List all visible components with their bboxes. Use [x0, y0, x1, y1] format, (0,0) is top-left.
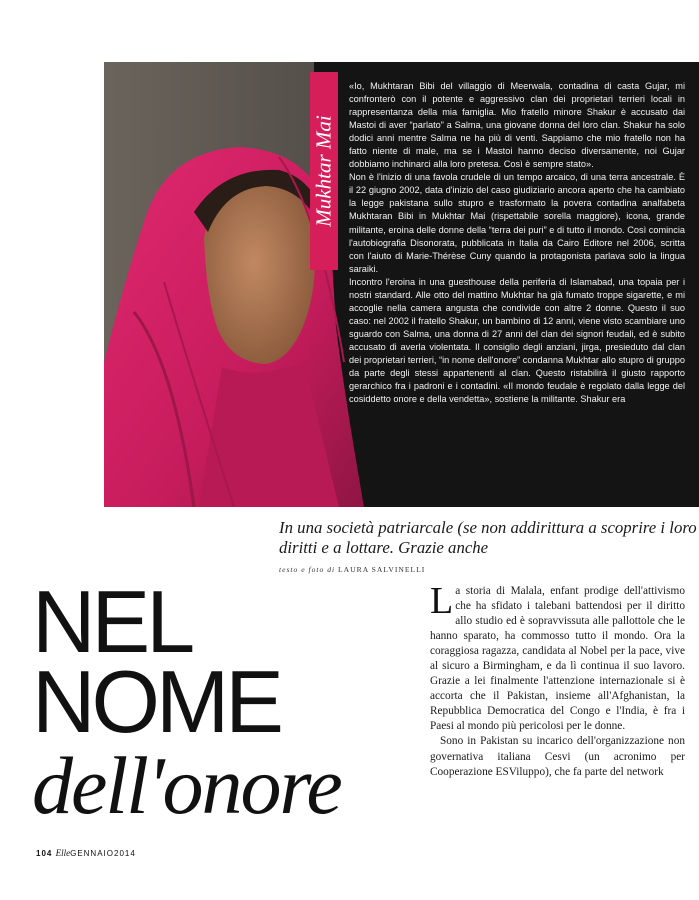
headline-line-2: NOME — [32, 652, 280, 751]
byline-prefix: testo e foto di — [279, 565, 336, 574]
byline-author: LAURA SALVINELLI — [338, 565, 426, 574]
standfirst: In una società patriarcale (se non addirittura a scoprire i loro diritti e a lottare. Grazie anche — [279, 518, 697, 557]
headline-line-1: NEL — [32, 572, 192, 671]
folio — [36, 848, 136, 858]
vertical-title-band — [310, 72, 338, 270]
page-number: 104 — [36, 849, 53, 858]
magazine-name: Elle — [55, 848, 71, 858]
main-paragraph-1-text: a storia di Malala, enfant prodige dell'attivismo che ha sfidato i talebani battendosi per il diritto allo studio ed è sopravvissuta alle pallottole che le hanno sparato, ha commosso tutto il mondo. Ora la coraggiosa ragazza, candidata al Nobel per la pace, vive al sicuro a Birmingham, e da lì continua il suo lavoro. Grazie a lei finalmente l'attenzione internazionale si è accorta che il Pakistan, insieme all'Afghanistan, la Repubblica Democratica del Congo e l'India, è fra i Paesi al mondo più pericolosi per le donne. — [430, 585, 685, 733]
sidebar-paragraph: Non è l'inizio di una favola crudele di un tempo arcaico, di una terra ancestrale. È il 22 giugno 2002, data d'inizio del caso giudiziario ancora aperto che ha cambiato la legge pakistana sullo stupro e trasformato la povera contadina analfabeta Mukhtaran Bibi in Mukhtar Mai (rispettabile sorella maggiore), icona, grande militante, eroina delle donne della “terra dei puri” e di tutto il mondo. Così comincia l'autobiografia Disonorata, pubblicata in Italia da Cairo Editore nel 2006, scritta con l'aiuto di Marie-Thérèse Cuny quando la protagonista parlava solo la lingua saraiki. — [349, 172, 685, 274]
sidebar-body-text — [349, 80, 685, 406]
main-paragraph — [430, 580, 685, 734]
byline — [279, 565, 425, 574]
issue-date: GENNAIO2014 — [70, 849, 136, 858]
sidebar-paragraph: Incontro l'eroina in una guesthouse della periferia di Islamabad, una topaia per i nostri standard. Alle otto del mattino Mukhtar ha già fumato troppe sigarette, e mi accoglie nella camera angusta che condivide con altre 2 donne. Questo il suo caso: nel 2002 il fratello Shakur, un bambino di 12 anni, viene visto scambiare uno sguardo con Salma, una donna di 27 anni del clan dei signori feudali, ed è subito accusato di averla violentata. Il consiglio degli anziani, jirga, presieduto dal clan dei proprietari terrieri, “in nome dell'onore” condanna Mukhtar allo stupro di gruppo da parte degli stessi appartenenti al clan. Questo ristabilirà il giusto rapporto gerarchico fra i padroni e i contadini. «Il mondo feudale è regolato dalla legge del cosiddetto onore e della vendetta», sostiene la militante. Shakur era — [349, 276, 685, 405]
headline-line-3: dell'onore — [32, 740, 341, 831]
vertical-title: Mukhtar Mai — [311, 115, 336, 227]
drop-cap: L — [430, 580, 454, 622]
main-body-text — [430, 580, 685, 780]
main-paragraph: Sono in Pakistan su incarico dell'organizzazione non governativa italiana Cesvi (un acronimo per Cooperazione ESViluppo), che fa parte del network — [430, 735, 685, 778]
sidebar-paragraph: «Io, Mukhtaran Bibi del villaggio di Meerwala, contadina di casta Gujar, mi confronterò con il potente e aggressivo clan dei proprietari terrieri locali in rappresentanza della mia famiglia. Mio fratello minore Shakur è accusato dai Mastoi di aver “parlato” a Salma, una giovane donna del loro clan. Shakur ha solo dodici anni mentre Salma ne ha più di venti. Sappiamo che mio fratello non ha fatto niente di male, ma se i Mastoi hanno deciso diversamente, noi Gujar dobbiamo inchinarci alla loro pretesa. Così è sempre stato». — [349, 81, 685, 170]
